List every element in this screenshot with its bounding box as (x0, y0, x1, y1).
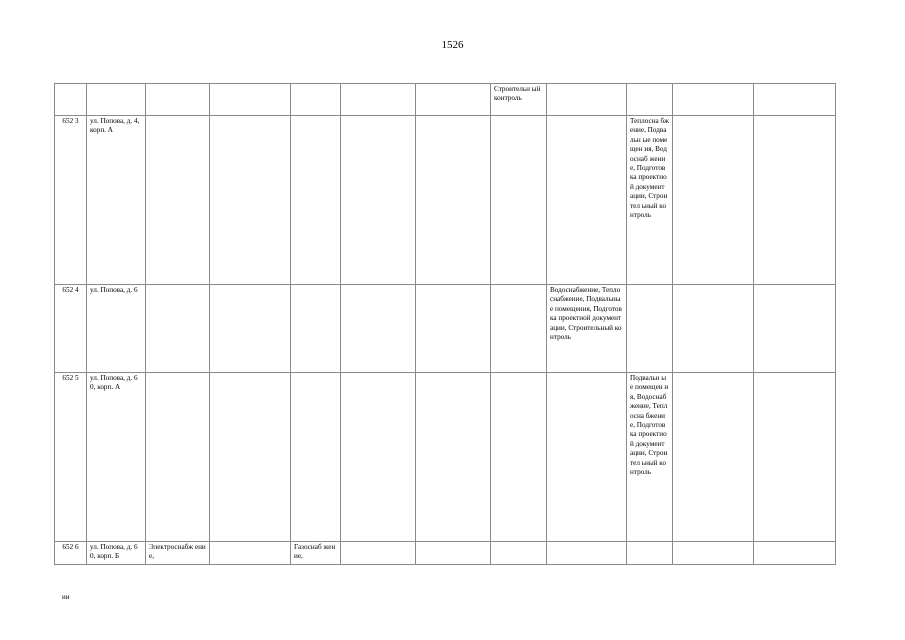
table-cell (146, 116, 210, 285)
table-cell (491, 373, 547, 542)
row-address: ул. Попова, д. 6 (87, 285, 146, 373)
table-cell (416, 373, 491, 542)
table-cell (547, 84, 627, 116)
table-cell: Строительн ый контроль (491, 84, 547, 116)
table-cell (673, 116, 754, 285)
work-types-cell: Электроснабж ение, (146, 542, 210, 565)
table-cell (291, 285, 341, 373)
table-cell (341, 285, 416, 373)
table-cell (491, 116, 547, 285)
table-cell (291, 373, 341, 542)
table-cell (491, 542, 547, 565)
table-row (55, 542, 836, 565)
row-number: 652 6 (55, 542, 87, 565)
table-cell (210, 84, 291, 116)
table-cell (146, 285, 210, 373)
table-cell (547, 542, 627, 565)
table-cell (146, 84, 210, 116)
work-types-cell: Газоснаб жение, (291, 542, 341, 565)
capital-repair-table (54, 83, 836, 565)
table-cell (210, 373, 291, 542)
work-types-cell: Теплосна бжение, Подвальн ые помещен ия, Водоснаб жение, Подготов ка проектно й документ ации, Строител ьный контроль (627, 116, 673, 285)
table-cell (210, 285, 291, 373)
footer-mark: ии (62, 593, 70, 601)
table-cell (291, 116, 341, 285)
table-cell (55, 84, 87, 116)
table-cell (416, 84, 491, 116)
table-cell (754, 116, 836, 285)
work-types-cell: Подвальн ые помещен ия, Водоснаб жение, Теплосна бжение, Подготов ка проектно й документ ации, Строител ьный контроль (627, 373, 673, 542)
table-cell (673, 542, 754, 565)
table-cell (491, 285, 547, 373)
table-cell (754, 285, 836, 373)
table-cell (341, 542, 416, 565)
table-cell (627, 542, 673, 565)
table-cell (547, 116, 627, 285)
table-cell (341, 84, 416, 116)
table-cell (673, 84, 754, 116)
table-cell (754, 373, 836, 542)
row-number: 652 5 (55, 373, 87, 542)
table-cell (673, 373, 754, 542)
table-cell (416, 542, 491, 565)
table-cell (87, 84, 146, 116)
row-address: ул. Попова, д. 4, корп. А (87, 116, 146, 285)
table-cell (627, 285, 673, 373)
table-cell (754, 542, 836, 565)
table-cell (416, 285, 491, 373)
table-cell (341, 116, 416, 285)
table-cell (627, 84, 673, 116)
row-address: ул. Попова, д. 60, корп. А (87, 373, 146, 542)
row-address: ул. Попова, д. 60, корп. Б (87, 542, 146, 565)
table-cell (341, 373, 416, 542)
table-row (55, 285, 836, 373)
table-cell (210, 116, 291, 285)
row-number: 652 3 (55, 116, 87, 285)
table-cell (210, 542, 291, 565)
table-cell (146, 373, 210, 542)
work-types-cell: Водоснабжение, Теплоснабжение, Подвальные помещения, Подготовка проектной документации, Строительный контроль (547, 285, 627, 373)
table-cell (754, 84, 836, 116)
table-row-header (55, 84, 836, 116)
table-row (55, 116, 836, 285)
table-cell (416, 116, 491, 285)
table-cell (547, 373, 627, 542)
table-cell (673, 285, 754, 373)
table-cell (291, 84, 341, 116)
row-number: 652 4 (55, 285, 87, 373)
table-row (55, 373, 836, 542)
page-number: 1526 (441, 39, 464, 51)
